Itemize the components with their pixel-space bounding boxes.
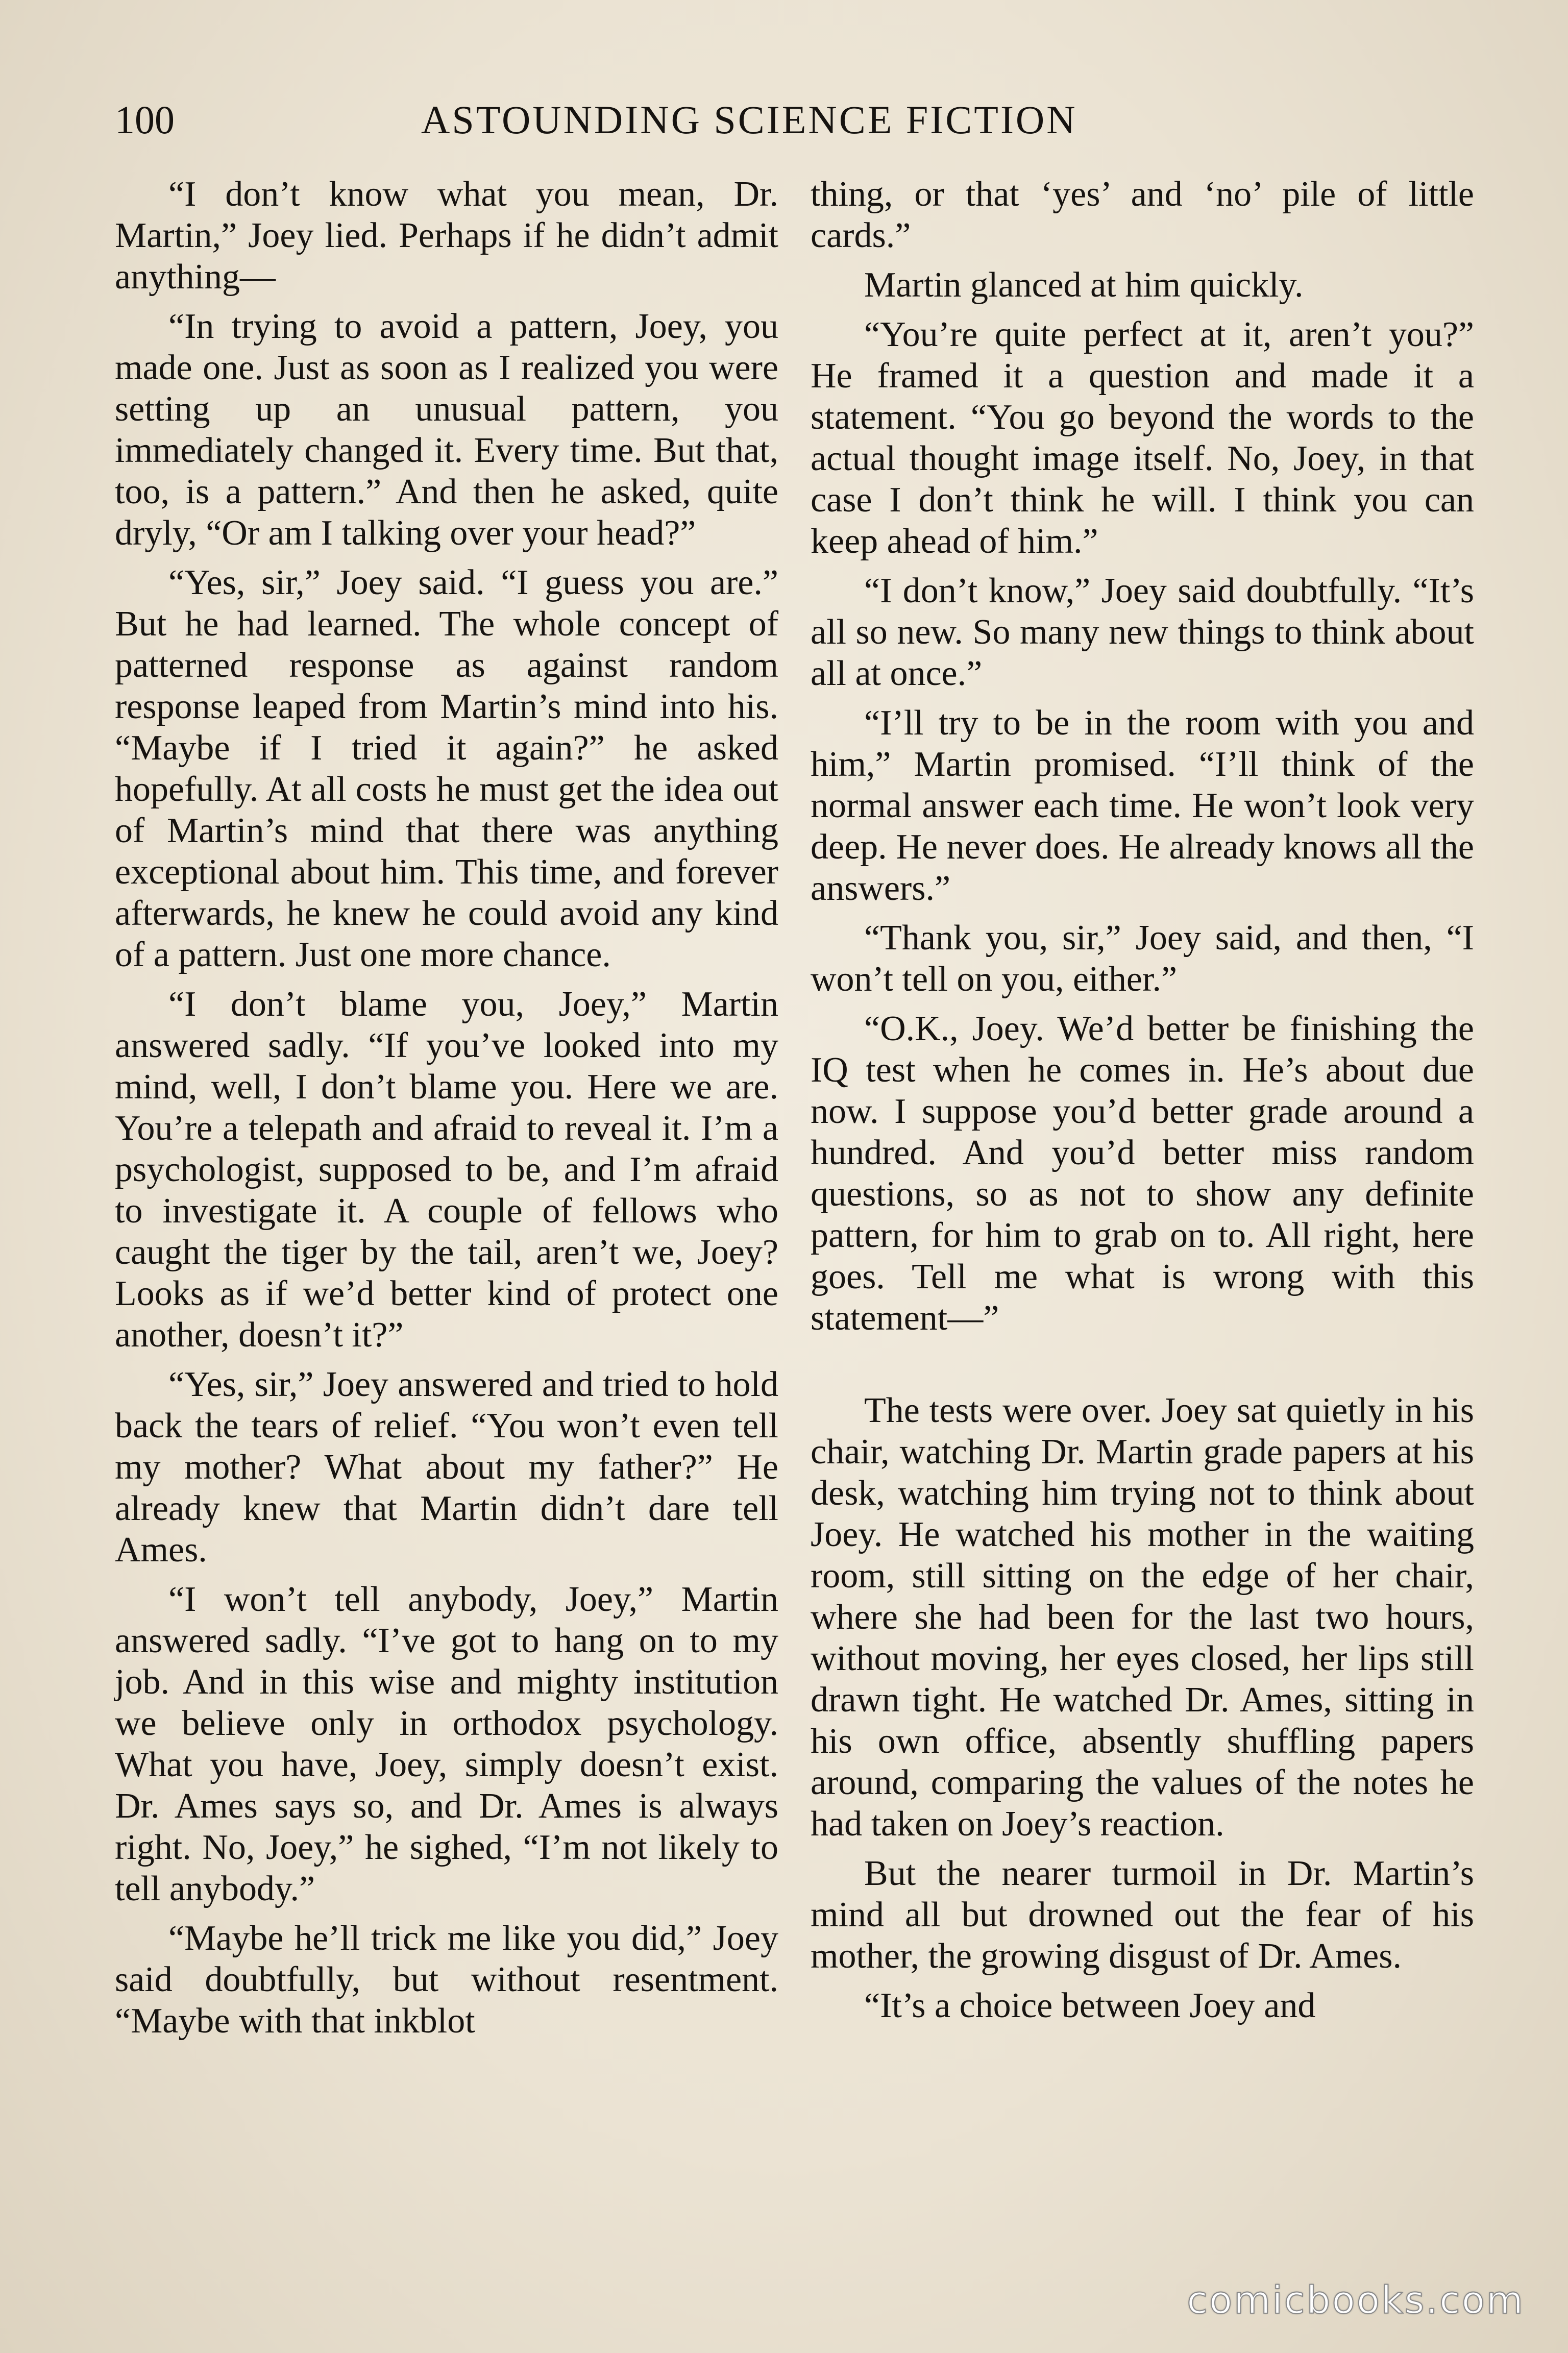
paragraph: “You’re quite perfect at it, aren’t you?” He framed it a question and made it a statement. “You go beyond the words to the actual thought image itself. No, Joey, in that case I don’t think he will. I think you can keep ahead of him.” [811, 315, 1474, 561]
paragraph: “I don’t blame you, Joey,” Martin answered sadly. “If you’ve looked into my mind, well, I don’t blame you. Here we are. You’re a telepath and afraid to reveal it. I’m a psychologist, supposed to be, and I’m afraid to investigate it. A couple of fellows who caught the tiger by the tail, aren’t we, Joey? Looks as if we’d better kind of protect one another, doesn’t it?” [115, 985, 778, 1355]
section-break-paragraph: The tests were over. Joey sat quietly in his chair, watching Dr. Martin grade papers at his desk, watching him trying not to think about Joey. He watched his mother in the waiting room, still sitting on the edge of her chair, where she had been for the last two hours, without moving, her eyes closed, her lips still drawn tight. He watched Dr. Ames, sitting in his own office, absently shuffling papers around, comparing the values of the notes he had taken on Joey’s reaction. [811, 1391, 1474, 1844]
page-header [115, 97, 1462, 153]
paragraph: “Yes, sir,” Joey said. “I guess you are.” But he had learned. The whole concept of patterned response as against random response leaped from Martin’s mind into his. “Maybe if I tried it again?” he asked hopefully. At all costs he must get the idea out of Martin’s mind that there was anything exceptional about him. This time, and forever afterwards, he knew he could avoid any kind of a pattern. Just one more chance. [115, 563, 778, 974]
running-title: ASTOUNDING SCIENCE FICTION [421, 97, 1077, 142]
page-number: 100 [115, 97, 175, 142]
paragraph: “I don’t know what you mean, Dr. Martin,” Joey lied. Perhaps if he didn’t admit anything— [115, 175, 778, 297]
paragraph: “I’ll try to be in the room with you and him,” Martin promised. “I’ll think of the normal answer each time. He won’t look very deep. He never does. He already knows all the answers.” [811, 703, 1474, 908]
paragraph: “It’s a choice between Joey and [864, 1986, 1316, 2025]
left-column [115, 174, 778, 2050]
paragraph: “O.K., Joey. We’d better be finishing the IQ test when he comes in. He’s about due now. I suppose you’d better grade around a hundred. And you’d better miss random questions, so as not to show any definite pattern, for him to grab on to. All right, here goes. Tell me what is wrong with this statement—” [811, 1009, 1474, 1338]
paragraph: But the nearer turmoil in Dr. Martin’s mind all but drowned out the fear of his mother, the growing disgust of Dr. Ames. [811, 1854, 1474, 1976]
paragraph: “I don’t know,” Joey said doubtfully. “It’s all so new. So many new things to think about all at once.” [811, 571, 1474, 693]
paragraph: “Yes, sir,” Joey answered and tried to hold back the tears of relief. “You won’t even tell my mother? What about my father?” He already knew that Martin didn’t dare tell Ames. [115, 1365, 778, 1570]
paragraph: “Thank you, sir,” Joey said, and then, “I won’t tell on you, either.” [811, 918, 1474, 999]
paragraph: “In trying to avoid a pattern, Joey, you made one. Just as soon as I realized you were setting up an unusual pattern, you immediately changed it. Every time. But that, too, is a pattern.” And then he asked, quite dryly, “Or am I talking over your head?” [115, 307, 778, 553]
right-column [811, 174, 1474, 2035]
paragraph: “Maybe he’ll trick me like you did,” Joey said doubtfully, but without resentment. “Maybe with that inkblot [115, 1919, 778, 2041]
watermark: comicbooks.com [1187, 2278, 1525, 2322]
paragraph: Martin glanced at him quickly. [864, 265, 1304, 305]
paragraph-continued: thing, or that ‘yes’ and ‘no’ pile of little cards.” [811, 175, 1474, 255]
paragraph: “I won’t tell anybody, Joey,” Martin answered sadly. “I’ve got to hang on to my job. And in this wise and mighty institution we believe only in orthodox psychology. What you have, Joey, simply doesn’t exist. Dr. Ames says so, and Dr. Ames is always right. No, Joey,” he sighed, “I’m not likely to tell anybody.” [115, 1580, 778, 1908]
